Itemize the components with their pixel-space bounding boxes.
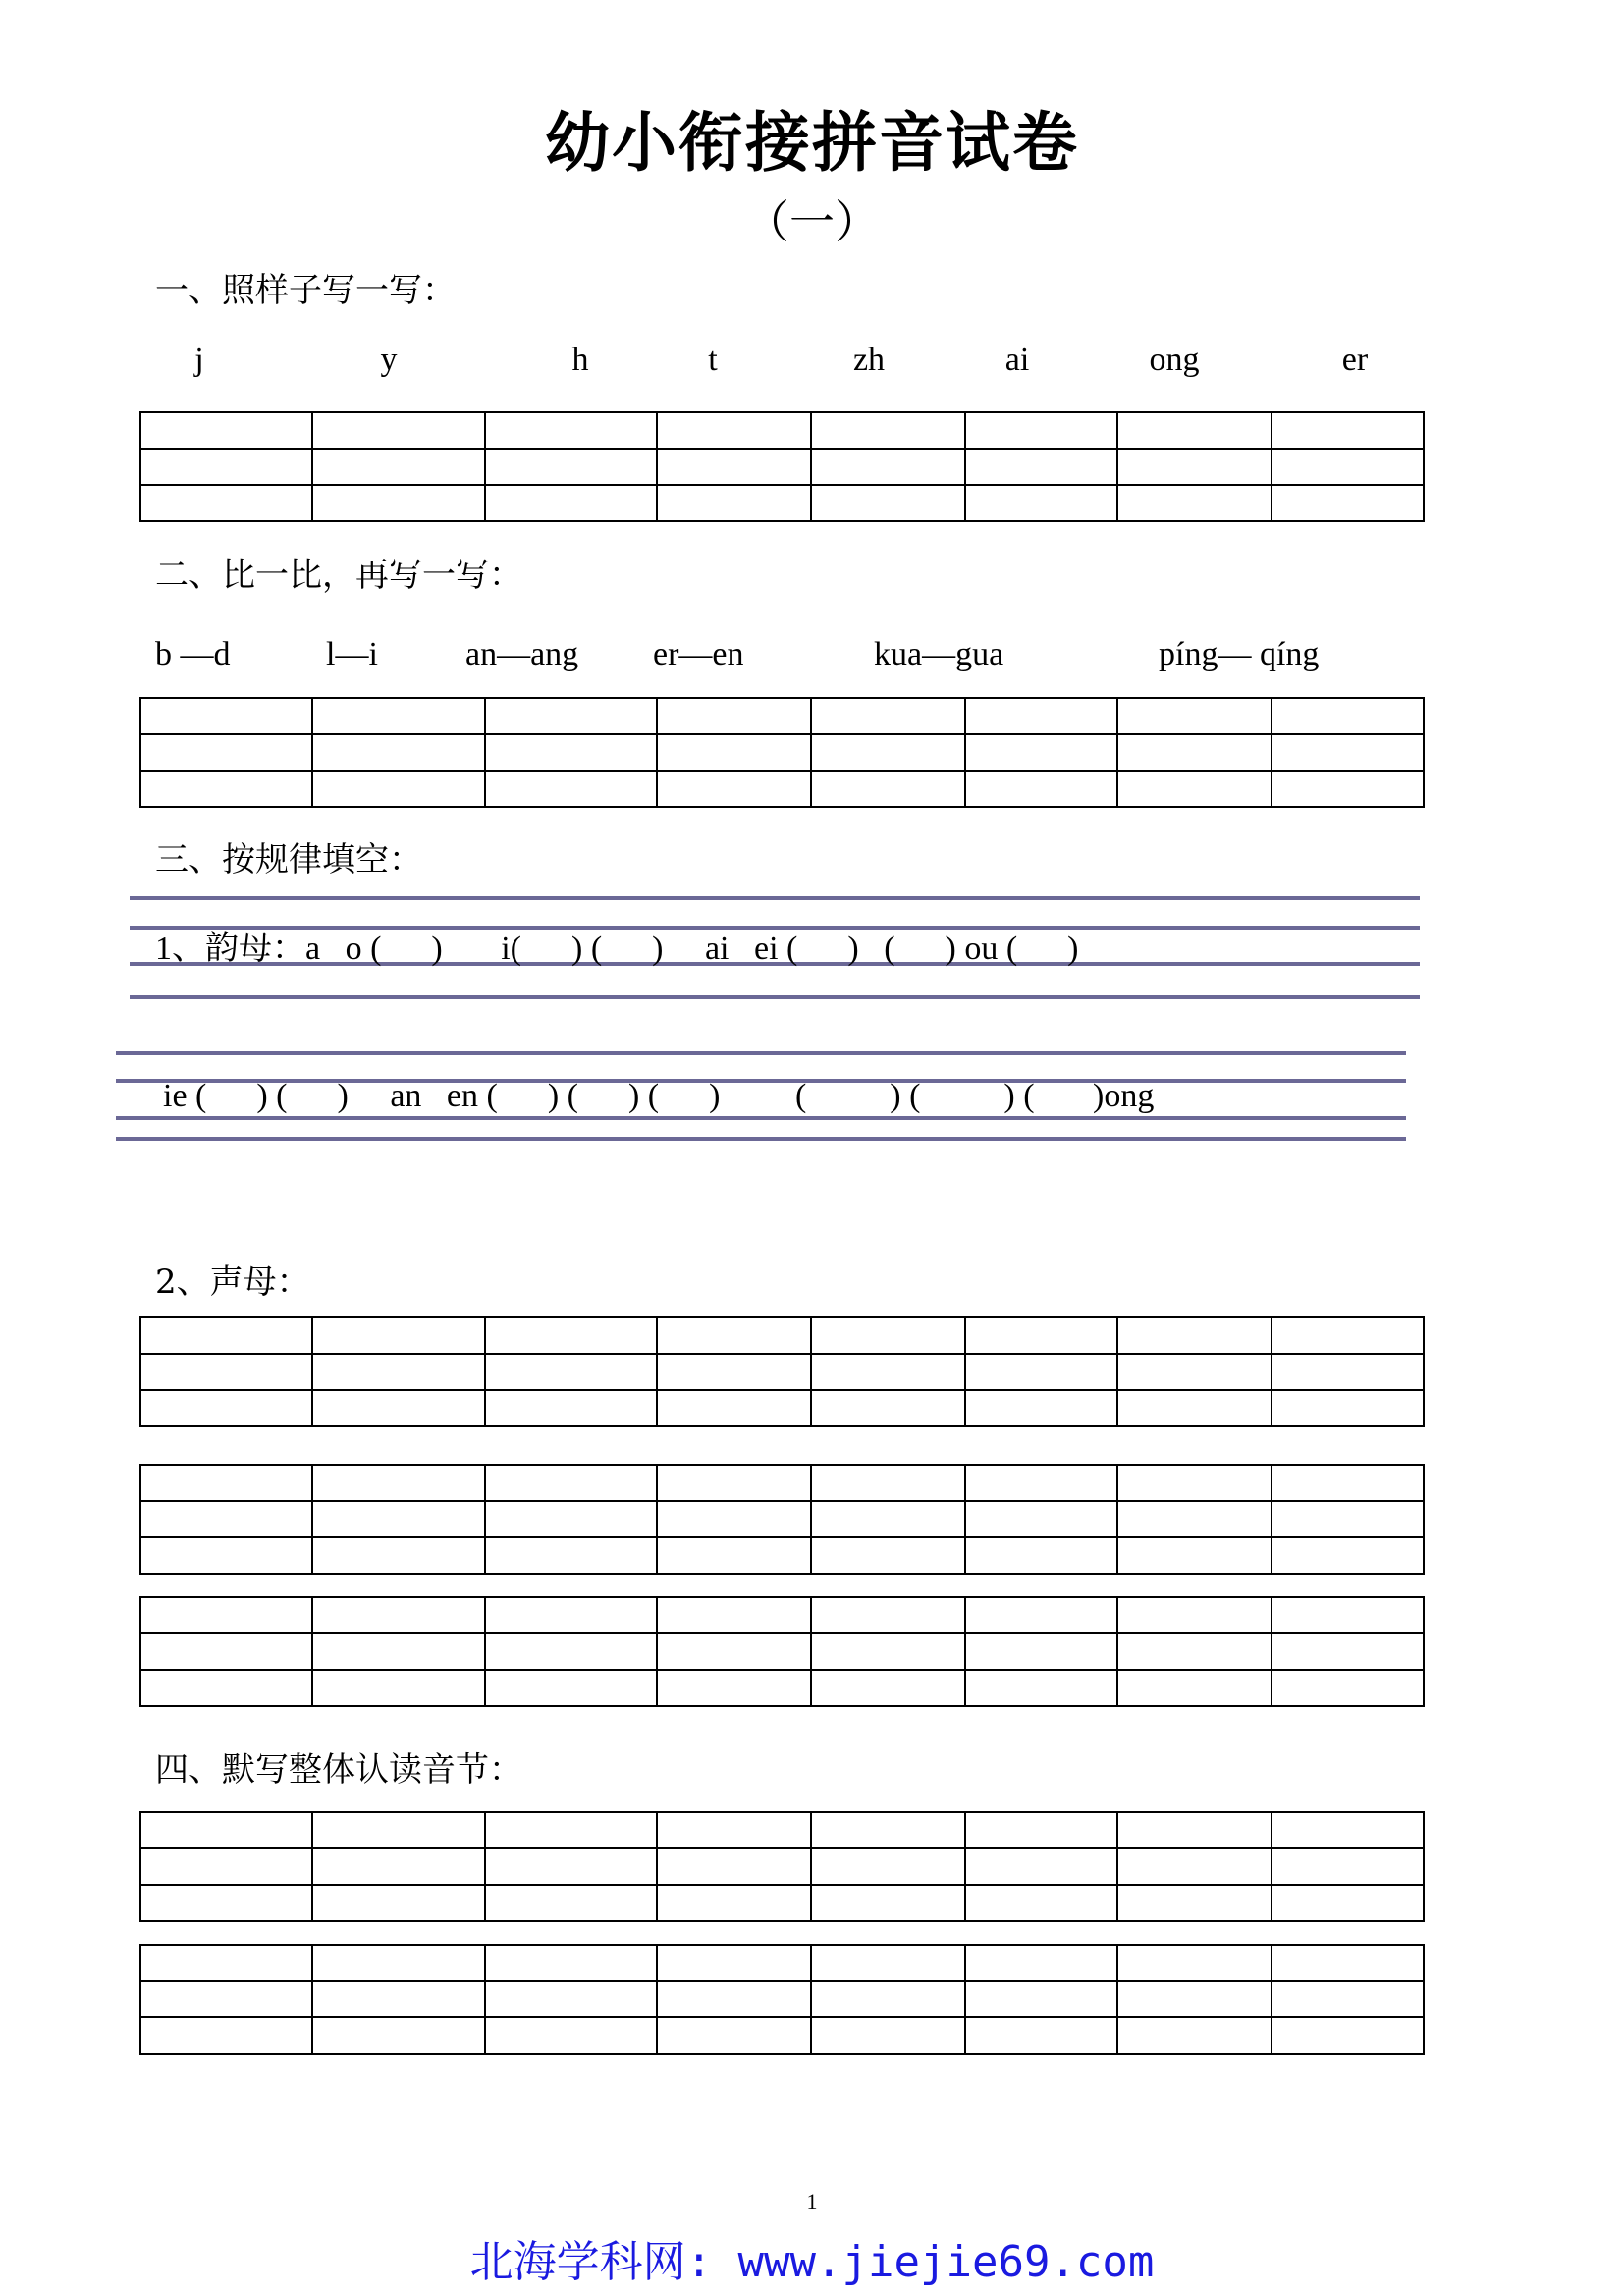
compare-pair: er—en [653,636,744,672]
section2-heading: 二、比一比，再写一写： [155,556,522,595]
letter-label: j [194,342,204,378]
vowel-fill-line: 1、韵母：a o ( ) i( ) ( ) ai ei ( ) ( ) ou ( ) [155,931,1079,967]
writing-grid[interactable] [139,1596,1425,1707]
page-number: 1 [806,2189,818,2214]
section4-heading: 四、默写整体认读音节： [155,1750,522,1789]
page-title: 幼小衔接拼音试卷 [545,105,1079,181]
letter-label: er [1341,342,1369,378]
guide-line [116,1051,1406,1055]
letter-label: h [571,342,589,378]
writing-grid[interactable] [139,411,1425,522]
compare-pair: píng— qíng [1159,636,1320,672]
compare-pair: b —d [155,636,231,672]
initials-subheading: 2、声母： [155,1262,310,1302]
letter-label: zh [852,342,886,378]
writing-grid[interactable] [139,697,1425,808]
vowel-fill-line-2: ie ( ) ( ) an en ( ) ( ) ( ) ( ) ( ) ( )ong [163,1078,1155,1114]
compare-pair: kua—gua [874,636,1004,672]
writing-grid[interactable] [139,1316,1425,1427]
writing-grid[interactable] [139,1944,1425,2055]
compare-pair: an—ang [465,636,579,672]
guide-line [116,1137,1406,1141]
letter-label: t [708,342,718,378]
letter-label: ong [1149,342,1200,378]
letter-label: ai [1004,342,1030,378]
compare-pair: l—i [326,636,378,672]
footer-website-link[interactable]: 北海学科网: www.jiejie69.com [469,2237,1155,2287]
letter-label: y [380,342,398,378]
page-subtitle: （一） [744,195,880,248]
writing-grid[interactable] [139,1811,1425,1922]
guide-line [116,1116,1406,1120]
section3-heading: 三、按规律填空： [155,840,422,880]
writing-grid[interactable] [139,1464,1425,1575]
guide-line [130,896,1420,900]
section1-heading: 一、照样子写一写： [155,271,456,310]
guide-line [130,995,1420,999]
